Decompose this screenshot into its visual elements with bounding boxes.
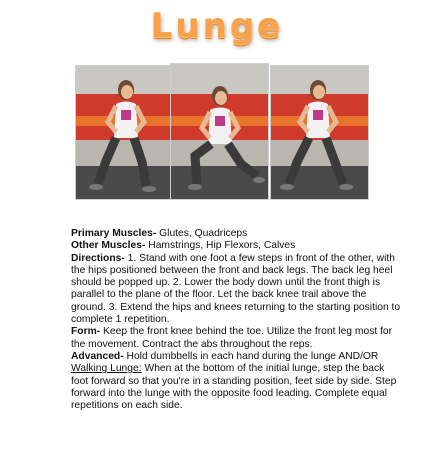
other-muscles (71, 240, 401, 252)
primary-muscles (71, 228, 401, 240)
exercise-description (71, 228, 401, 412)
form-label: Form- (71, 326, 101, 338)
primary-muscles-label: Primary Muscles- (71, 228, 157, 239)
form (71, 326, 401, 351)
form-text: Keep the front knee behind the toe. Utilize the front leg most for the movement. Contract the abs throughout the reps. (71, 326, 393, 350)
advanced (71, 351, 401, 412)
lunge-photo-low (170, 63, 269, 200)
directions (71, 253, 401, 327)
advanced-label: Advanced- (71, 350, 124, 362)
lunge-photo-start (75, 65, 174, 200)
advanced-text-2: When at the bottom of the initial lunge, step the back foot forward so that you're in a standing position, feet side by side. Step forward into the lunge with the opposite food leading. Complete equal repetitions on each side. (71, 363, 397, 412)
other-muscles-text: Hamstrings, Hip Flexors, Calves (145, 240, 296, 252)
walking-lunge-label: Walking Lunge: (71, 363, 142, 375)
directions-text: 1. Stand with one foot a few steps in front of the other, with the hips positioned between the front and back legs. The back leg heel should be popped up. 2. Lower the body down until the front thigh is parallel to the plane of the floor. Let the back knee trail above the ground. 3. Extend the hips and knees returning to the starting position to complete 1 repetition. (71, 252, 401, 326)
page-title: Lunge (150, 6, 284, 46)
directions-label: Directions- (71, 252, 125, 264)
lunge-photo-return (270, 65, 369, 200)
primary-muscles-text: Glutes, Quadriceps (156, 228, 248, 239)
other-muscles-label: Other Muscles- (71, 240, 146, 252)
advanced-text-1: Hold dumbbells in each hand during the lunge AND/OR (123, 350, 379, 362)
